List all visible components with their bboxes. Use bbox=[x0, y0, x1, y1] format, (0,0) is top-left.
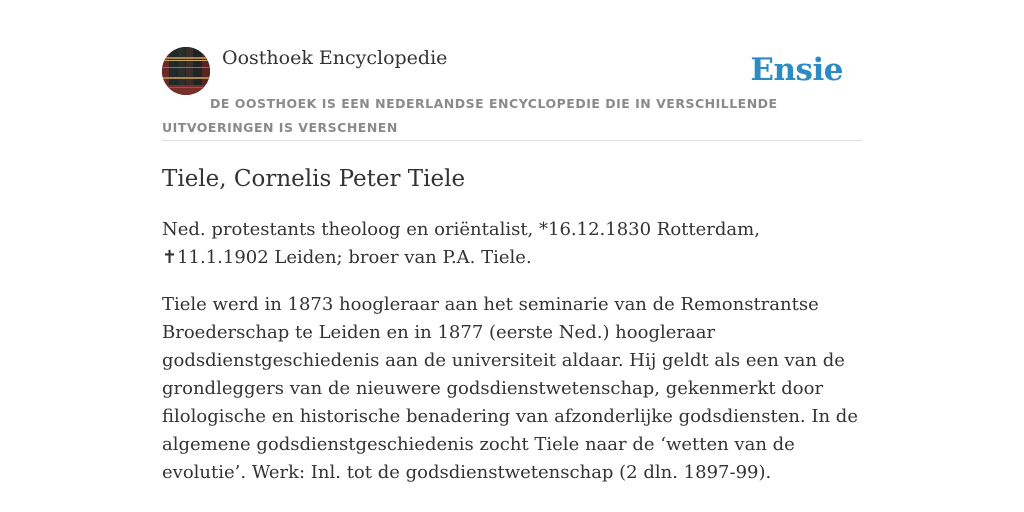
site-title[interactable]: Oosthoek Encyclopedie bbox=[222, 47, 448, 69]
brand-logo[interactable]: Ensie bbox=[750, 52, 843, 88]
article-paragraph: Tiele werd in 1873 hoogleraar aan het seminarie van de Remonstrantse Broederschap te Leiden en in 1877 (eerste Ned.) hoogleraar godsdienstgeschiedenis aan de universiteit aldaar. Hij geldt als een van de grondleggers van de nieuwere godsdienstwetenschap, gekenmerkt door filologische en historische benadering van afzonderlijke godsdiensten. In de algemene godsdienstgeschiedenis zocht Tiele naar de ‘wetten van de evolutie’. Werk: Inl. tot de godsdienstwetenschap (2 dln. 1897-99). bbox=[162, 294, 858, 483]
site-tagline: DE OOSTHOEK IS EEN NEDERLANDSE ENCYCLOPEDIE DIE IN VERSCHILLENDE UITVOERINGEN IS VERSCHENEN bbox=[162, 96, 778, 135]
avatar[interactable] bbox=[162, 47, 210, 95]
header bbox=[162, 46, 862, 141]
book-spines-icon bbox=[162, 47, 210, 95]
article-paragraph: Ned. protestants theoloog en oriëntalist, *16.12.1830 Rotterdam, ✝11.1.1902 Leiden; broer van P.A. Tiele. bbox=[162, 219, 760, 268]
article-title: Tiele, Cornelis Peter Tiele bbox=[162, 166, 466, 192]
